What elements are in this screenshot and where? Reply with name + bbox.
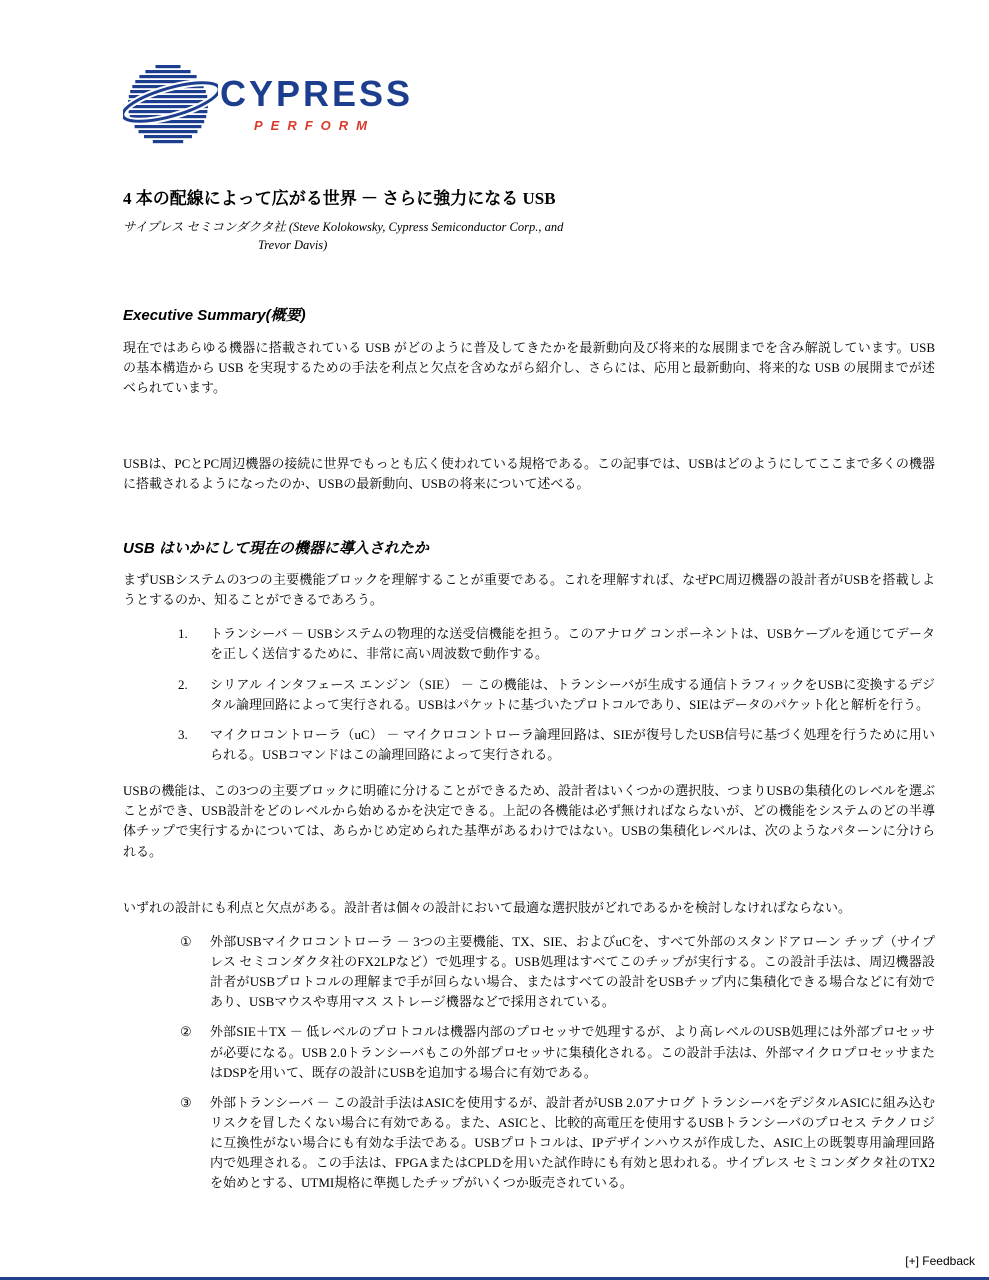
- usb-integration-levels-paragraph: USBの機能は、この3つの主要ブロックに明確に分けることができるため、設計者はいくつかの選択肢、つまりUSBの集積化のレベルを選ぶことができ、USB設計をどのレベルから始めるかを決定できる。上記の各機能は必ず無ければならないが、どの機能をシステムのどの半導体チップで実行するかについては、あらかじめ定められた基準があるわけではない。USBの集積化レベルは、次のようなパターンに分けられる。: [123, 783, 935, 859]
- list-item-text: シリアル インタフェース エンジン（SIE） － この機能は、トランシーバが生成する通信トラフィックをUSBに変換するデジタル論理回路によって実行される。USBはパケットに基づいたプロトコルであり、SIEはデータのパケット化と解析を行う。: [210, 676, 935, 712]
- feedback-link[interactable]: [+] Feedback: [905, 1254, 975, 1268]
- byline: [123, 218, 935, 254]
- list-item: [123, 675, 935, 715]
- cypress-brand-text: CYPRESS: [220, 73, 414, 114]
- list-item-number: 3.: [178, 726, 188, 742]
- list-item-circled-number: ③: [180, 1094, 192, 1110]
- list-item: [123, 1093, 935, 1194]
- page-title: 4 本の配線によって広がる世界 － さらに強力になる USB: [123, 189, 556, 208]
- list-item-text: 外部USBマイクロコントローラ － 3つの主要機能、TX、SIE、およびuCを、すべて外部のスタンドアローン チップ（サイプレス セミコンダクタ社のFX2LPなど）で処理する。USB処理はすべてこのチップが実行する。この設計手法は、周辺機器設計者がUSBプロトコルの理解まで手が回らない場合、またはすべての設計をUSBチップ内に集積化できる場合などに有効であり、USBマウスや専用マス ストレージ機器などで採用されている。: [210, 933, 935, 1010]
- document-content: [123, 58, 935, 1204]
- list-item-text: 外部SIE＋TX － 低レベルのプロトコルは機器内部のプロセッサで処理するが、より高レベルのUSB処理には外部プロセッサが必要になる。USB 2.0トランシーバもこの外部プロセッサに集積化される。この設計手法は、外部マイクロプロセッサまたはDSPを用いて、既存の設計にUSBを追加する場合に有効である。: [210, 1024, 935, 1080]
- list-item-text: トランシーバ － USBシステムの物理的な送受信機能を担う。このアナログ コンポーネントは、USBケーブルを通じてデータを正しく送信するために、非常に高い周波数で動作する。: [210, 626, 935, 662]
- exec-summary-paragraph: 現在ではあらゆる機器に搭載されている USB がどのように普及してきたかを最新動向及び将来的な展開までを含み解説しています。USB の基本構造から USB を実現するための手法を利点と欠点を含めながら紹介し、さらには、応用と最新動向、将来的な USB の展開までが述べられています。: [123, 339, 935, 396]
- list-item: [123, 932, 935, 1013]
- list-item: [123, 624, 935, 664]
- usb-overview-paragraph: USBは、PCとPC周辺機器の接続に世界でもっとも広く使われている規格である。この記事では、USBはどのようにしてここまで多くの機器に搭載されるようになったのか、USBの最新動向、USBの将来について述べる。: [123, 456, 935, 492]
- list-item-number: 2.: [178, 676, 188, 692]
- list-item-text: 外部トランシーバ － この設計手法はASICを使用するが、設計者がUSB 2.0アナログ トランシーバをデジタルASICに組み込むリスクを冒したくない場合に有効である。また、ASICと、比較的高電圧を使用するUSBトランシーバのプロセス テクノロジに互換性がない場合にも有効な手法である。USBプロトコルは、IPデザインハウスが作成した、ASIC上の既製専用論理回路内で処理される。この手法は、FPGAまたはCPLDを用いた試作時にも有効と思われる。サイプレス セミコンダクタ社のTX2を始めとする、UTMI規格に準拠したチップがいくつか販売されている。: [210, 1094, 935, 1191]
- cypress-perform-tagline: PERFORM: [254, 118, 375, 133]
- list-item: [123, 1022, 935, 1082]
- cypress-logo: [123, 58, 935, 158]
- usb-integration-patterns-list: [123, 932, 935, 1194]
- byline-line1: サイプレス セミコンダクタ社 (Steve Kolokowsky, Cypress Semiconductor Corp., and: [123, 220, 564, 235]
- exec-summary-heading: Executive Summary(概要): [123, 307, 306, 325]
- list-item: [123, 725, 935, 765]
- list-item-number: 1.: [178, 626, 188, 642]
- list-item-circled-number: ②: [180, 1024, 192, 1040]
- byline-line2: Trevor Davis): [258, 238, 328, 253]
- list-item-text: マイクロコントローラ（uC） － マイクロコントローラ論理回路は、SIEが復号したUSB信号に基づく処理を行うために用いられる。USBコマンドはこの論理回路によって実行される。: [210, 726, 935, 763]
- cypress-wordmark: [220, 73, 414, 133]
- list-item-circled-number: ①: [180, 933, 192, 949]
- cypress-globe-icon: [123, 58, 218, 158]
- design-tradeoff-paragraph: いずれの設計にも利点と欠点がある。設計者は個々の設計において最適な選択肢がどれであるかを検討しなければならない。: [123, 899, 852, 915]
- usb-adoption-heading: USB はいかにして現在の機器に導入されたか: [123, 539, 429, 557]
- usb-function-blocks-list: [123, 624, 935, 765]
- usb-blocks-intro-paragraph: まずUSBシステムの3つの主要機能ブロックを理解することが重要である。これを理解すれば、なぜPC周辺機器の設計者がUSBを搭載しようとするのか、知ることができるであろう。: [123, 572, 935, 608]
